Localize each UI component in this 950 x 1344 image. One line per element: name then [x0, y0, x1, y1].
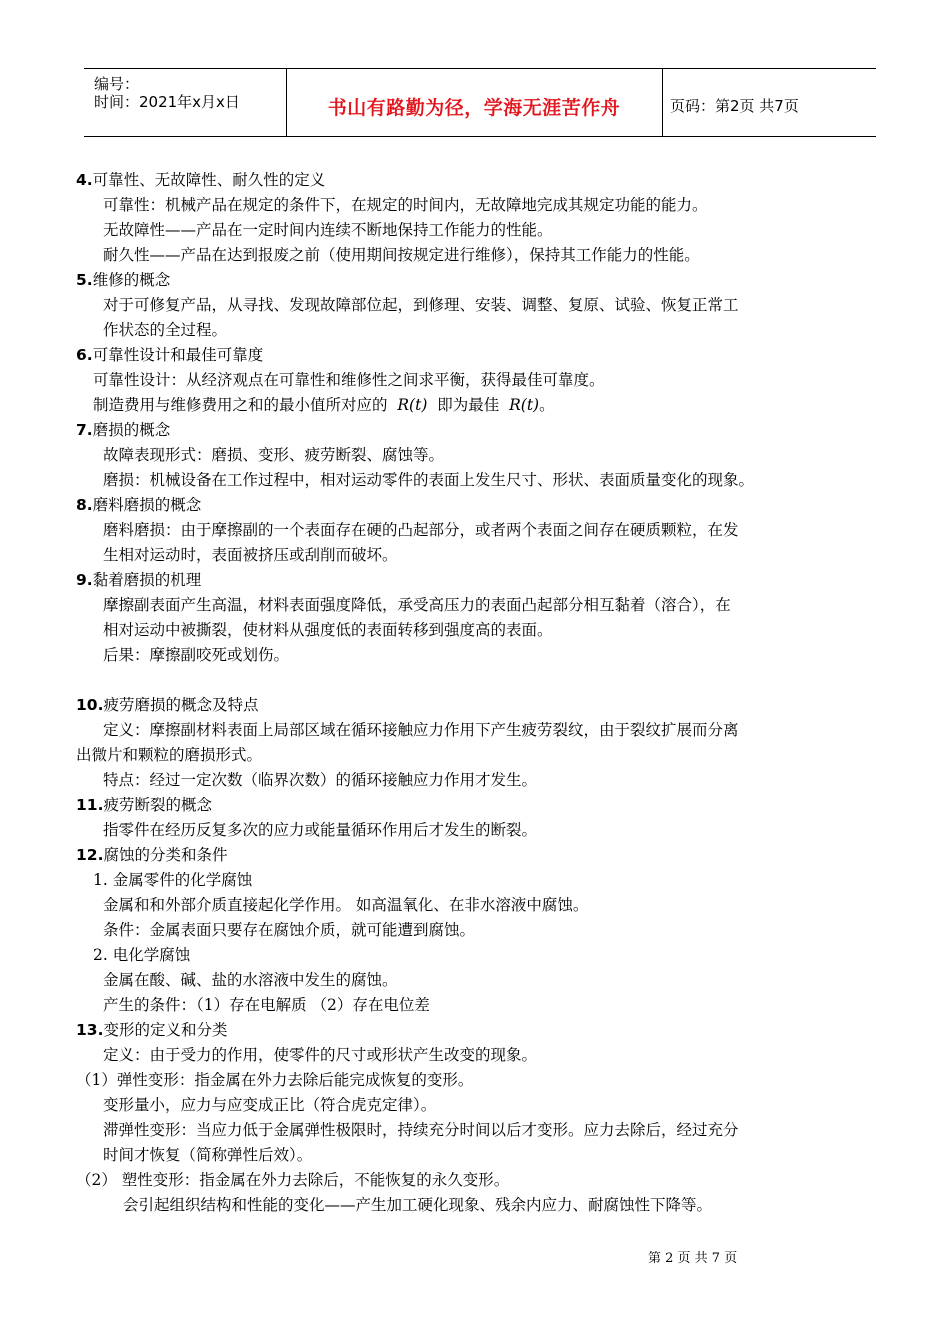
paragraph: 时间才恢复（简称弹性后效）。	[103, 1146, 313, 1164]
header-motto-cell	[286, 69, 663, 136]
paragraph: 摩擦副表面产生高温，材料表面强度降低，承受高压力的表面凸起部分相互黏着（溶合），在	[103, 596, 731, 614]
section-number: 13.	[76, 1021, 104, 1039]
header-info-cell	[84, 69, 287, 136]
text-run: 。	[539, 396, 555, 414]
paragraph: 磨损：机械设备在工作过程中，相对运动零件的表面上发生尺寸、形状、表面质量变化的现象。	[103, 471, 755, 489]
formula-r-t: R(t)	[397, 396, 428, 414]
section-number: 6.	[76, 346, 93, 364]
paragraph-with-formula	[93, 393, 555, 417]
section-number: 7.	[76, 421, 93, 439]
header-motto: 书山有路勤为径，学海无涯苦作舟	[327, 97, 621, 119]
section-title: 腐蚀的分类和条件	[103, 846, 228, 864]
section-title: 磨料磨损的概念	[92, 496, 202, 514]
section-heading-5	[76, 268, 170, 292]
paragraph: 定义：由于受力的作用，使零件的尺寸或形状产生改变的现象。	[103, 1046, 538, 1064]
section-title: 疲劳磨损的概念及特点	[103, 696, 259, 714]
paragraph: 对于可修复产品，从寻找、发现故障部位起，到修理、安装、调整、复原、试验、恢复正常工	[103, 296, 739, 314]
section-title: 黏着磨损的机理	[92, 571, 202, 589]
paragraph: 变形量小，应力与应变成正比（符合虎克定律）。	[103, 1096, 437, 1114]
paragraph: （2） 塑性变形：指金属在外力去除后，不能恢复的永久变形。	[76, 1171, 510, 1189]
subheading: 2. 电化学腐蚀	[93, 946, 191, 964]
paragraph: 生相对运动时，表面被挤压或刮削而破坏。	[103, 546, 398, 564]
section-title: 维修的概念	[92, 271, 171, 289]
paragraph: 条件：金属表面只要存在腐蚀介质，就可能遭到腐蚀。	[103, 921, 476, 939]
page-header	[84, 68, 876, 137]
paragraph: 可靠性设计：从经济观点在可靠性和维修性之间求平衡，获得最佳可靠度。	[93, 371, 605, 389]
section-heading-6	[76, 343, 263, 367]
paragraph: 作状态的全过程。	[103, 321, 228, 339]
paragraph: 指零件在经历反复多次的应力或能量循环作用后才发生的断裂。	[103, 821, 538, 839]
section-number: 11.	[76, 796, 104, 814]
section-title: 可靠性、无故障性、耐久性的定义	[92, 171, 326, 189]
paragraph: 会引起组织结构和性能的变化——产生加工硬化现象、残余内应力、耐腐蚀性下降等。	[123, 1196, 713, 1214]
paragraph: 磨料磨损：由于摩擦副的一个表面存在硬的凸起部分，或者两个表面之间存在硬质颗粒，在发	[103, 521, 739, 539]
text-run: 即为最佳	[437, 396, 500, 414]
doc-time-label: 时间：2021年x月x日	[94, 93, 240, 111]
subheading: 1. 金属零件的化学腐蚀	[93, 871, 253, 889]
section-number: 12.	[76, 846, 104, 864]
page-footer: 第 2 页 共 7 页	[648, 1251, 738, 1266]
paragraph: 金属在酸、碱、盐的水溶液中发生的腐蚀。	[103, 971, 398, 989]
paragraph: 相对运动中被撕裂，使材料从强度低的表面转移到强度高的表面。	[103, 621, 553, 639]
section-heading-8	[76, 493, 201, 517]
doc-code-label: 编号：	[94, 75, 140, 93]
section-title: 可靠性设计和最佳可靠度	[92, 346, 264, 364]
paragraph: 产生的条件：（1）存在电解质 （2）存在电位差	[103, 996, 430, 1014]
paragraph: 出微片和颗粒的磨损形式。	[76, 746, 263, 764]
section-heading-4	[76, 168, 325, 192]
paragraph: 故障表现形式：磨损、变形、疲劳断裂、腐蚀等。	[103, 446, 445, 464]
formula-r-t: R(t)	[509, 396, 540, 414]
text-run: 制造费用与维修费用之和的最小值所对应的	[93, 396, 388, 414]
header-page-label: 页码：第2页 共7页	[670, 97, 799, 115]
section-number: 9.	[76, 571, 93, 589]
paragraph: 后果：摩擦副咬死或划伤。	[103, 646, 290, 664]
section-title: 变形的定义和分类	[103, 1021, 228, 1039]
paragraph: （1）弹性变形：指金属在外力去除后能完成恢复的变形。	[76, 1071, 474, 1089]
paragraph: 耐久性——产品在达到报废之前（使用期间按规定进行维修），保持其工作能力的性能。	[103, 246, 700, 264]
section-title: 疲劳断裂的概念	[103, 796, 212, 814]
section-heading-12	[76, 843, 227, 867]
section-number: 5.	[76, 271, 93, 289]
section-heading-13	[76, 1018, 227, 1042]
section-title: 磨损的概念	[92, 421, 171, 439]
section-heading-7	[76, 418, 170, 442]
paragraph: 金属和和外部介质直接起化学作用。 如高温氧化、在非水溶液中腐蚀。	[103, 896, 589, 914]
section-heading-9	[76, 568, 201, 592]
paragraph: 可靠性：机械产品在规定的条件下，在规定的时间内，无故障地完成其规定功能的能力。	[103, 196, 708, 214]
section-number: 4.	[76, 171, 93, 189]
header-page-cell	[662, 69, 876, 136]
paragraph: 无故障性——产品在一定时间内连续不断地保持工作能力的性能。	[103, 221, 553, 239]
section-number: 10.	[76, 696, 104, 714]
section-number: 8.	[76, 496, 93, 514]
paragraph: 滞弹性变形：当应力低于金属弹性极限时，持续充分时间以后才变形。应力去除后，经过充分	[103, 1121, 739, 1139]
paragraph: 特点：经过一定次数（临界次数）的循环接触应力作用才发生。	[103, 771, 538, 789]
section-heading-11	[76, 793, 212, 817]
section-heading-10	[76, 693, 258, 717]
paragraph: 定义：摩擦副材料表面上局部区域在循环接触应力作用下产生疲劳裂纹，由于裂纹扩展而分离	[103, 721, 739, 739]
